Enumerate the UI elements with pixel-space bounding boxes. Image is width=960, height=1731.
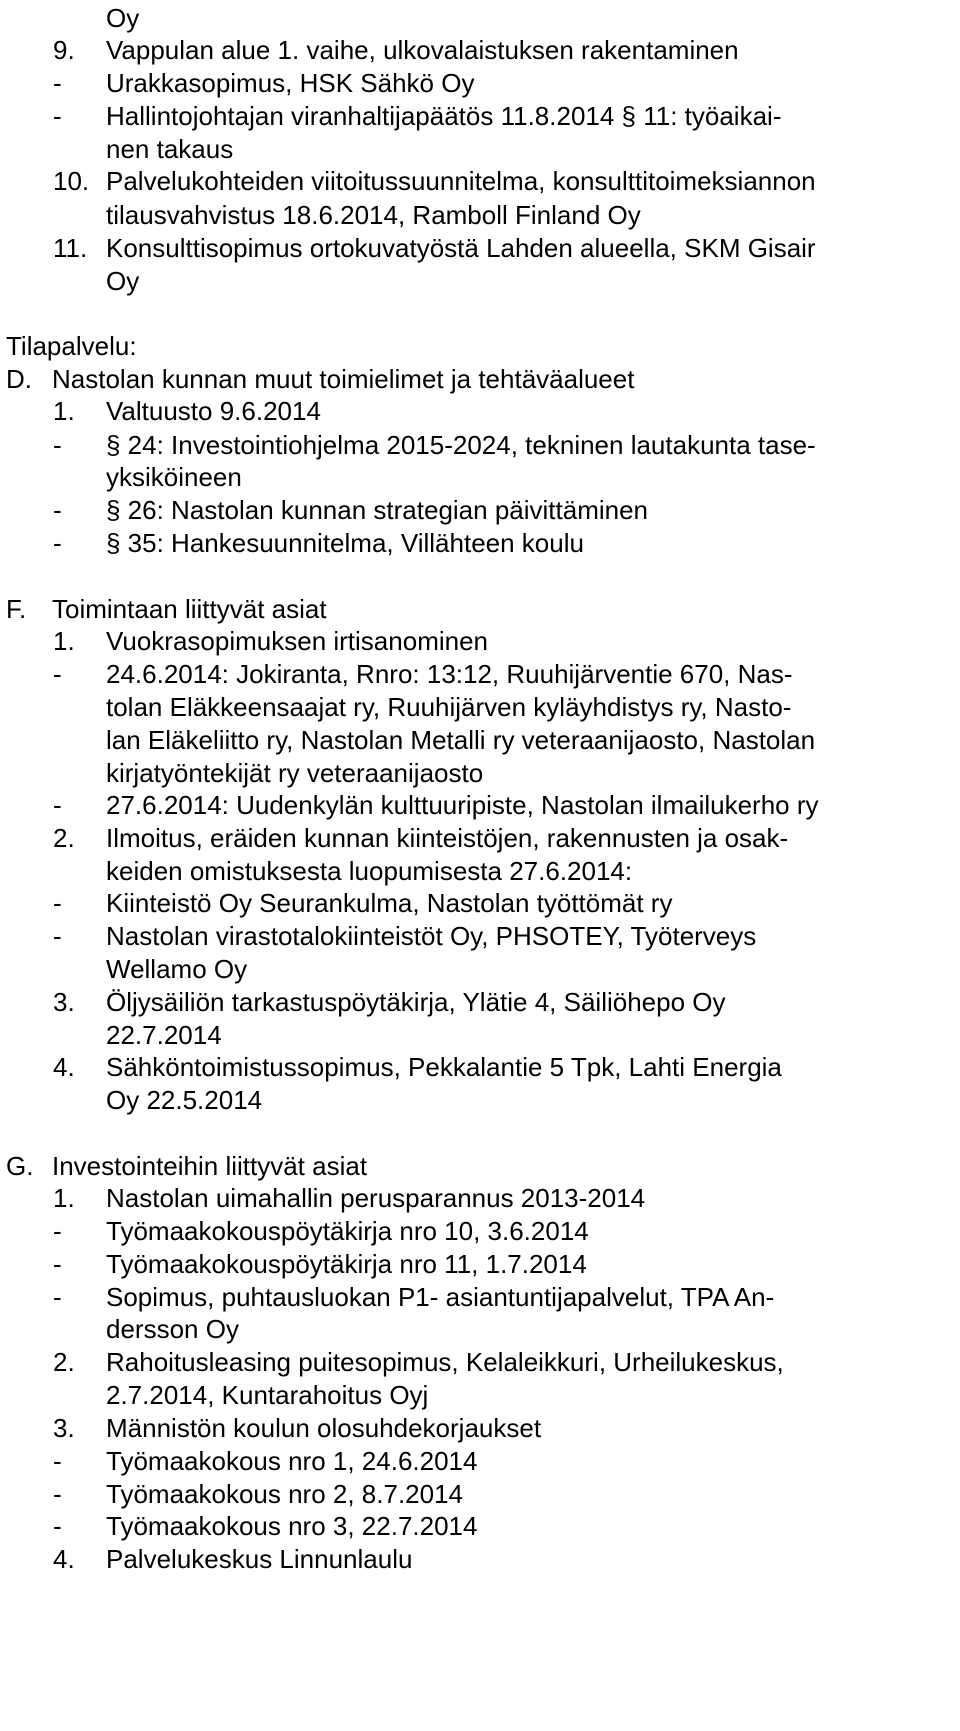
- document-page: Oy 9. Vappulan alue 1. vaihe, ulkovalaistuksen rakentaminen - Urakkasopimus, HSK Sähkö Oy - Hallintojohtajan viranhaltijapäätös 11.8.2014 § 11: työaikai- nen takaus 10. Palvelukohteiden viitoitussuunnitelma, konsulttitoimeksiannon tilausvahvistus 18.6.2014, Ramboll Finland Oy 11. Konsulttisopimus ortokuvatyöstä Lahden alueella, SKM Gisair Oy Tilapalvelu: D. Nastolan kunnan muut toimielimet ja tehtäväalueet 1. Valtuusto 9.6.2014 - § 24: Investointiohjelma 2015-2024, tekninen lautakunta tase- yksiköineen - § 26: Nastolan kunnan strategian päivittäminen - § 35: Hankesuunnitelma, Villähteen koulu F. Toimintaan liittyvät asiat 1. Vuokrasopimuksen irtisanominen - 24.6.2014: Jokiranta, Rnro: 13:12, Ruuhijärventie 670, Nas- tolan Eläkkeensaajat ry, Ruuhijärven kyläyhdistys ry, Nasto- lan Eläkeliitto ry, Nastolan Metalli ry veteraanijaosto, Nastolan kirjatyöntekijät ry veteraanijaosto - 27.6.2014: Uudenkylän kulttuuripiste, Nastolan ilmailukerho ry 2. Ilmoitus, eräiden kunnan kiinteistöjen, rakennusten ja osak- keiden omistuksesta luopumisesta 27.6.2014: - Kiinteistö Oy Seurankulma, Nastolan työttömät ry - Nastolan virastotalokiinteistöt Oy, PHSOTEY, Työterveys Wellamo Oy 3. Öljysäiliön tarkastuspöytäkirja, Ylätie 4, Säiliöhepo Oy 22.7.2014 4. Sähköntoimistussopimus, Pekkalantie 5 Tpk, Lahti Energia Oy 22.5.2014 G. Investointeihin liittyvät asiat 1. Nastolan uimahallin perusparannus 2013-2014 - Työmaakokouspöytäkirja nro 10, 3.6.2014 - Työmaakokouspöytäkirja nro 11, 1.7.2014 - Sopimus, puhtausluokan P1- asiantuntijapalvelut, TPA An- dersson Oy 2. Rahoitusleasing puitesopimus, Kelaleikkuri, Urheilukeskus, 2.7.2014, Kuntarahoitus Oyj 3. Männistön koulun olosuhdekorjaukset - Työmaakokous nro 1, 24.6.2014 - Työmaakokous nro 2, 8.7.2014 - Työmaakokous nro 3, 22.7.2014 4. Palvelukeskus Linnunlaulu: [6, 3, 819, 1574]
